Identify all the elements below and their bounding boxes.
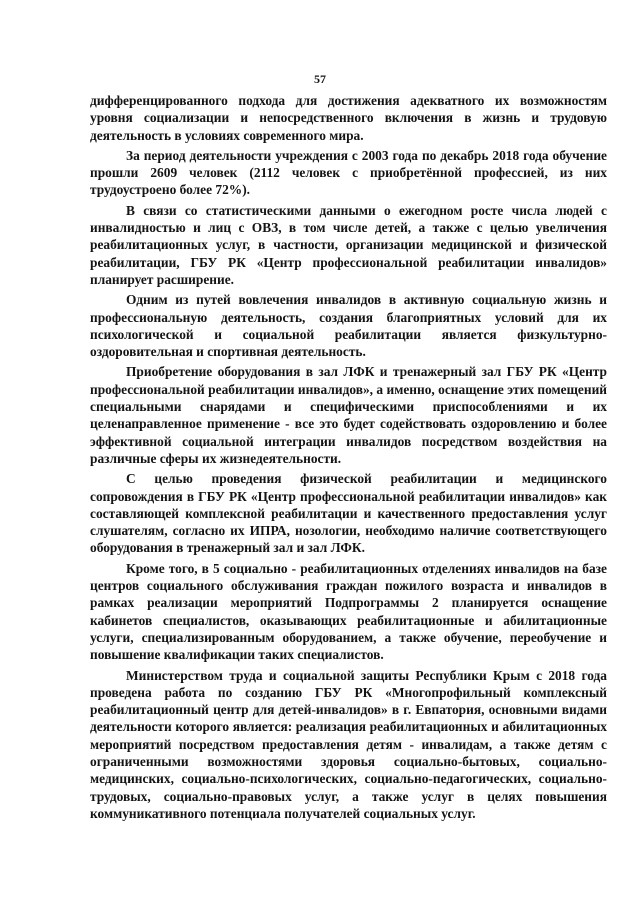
paragraph-children-center: Министерством труда и социальной защиты Республики Крым с 2018 года проведена работа по созданию ГБУ РК «Многопрофильный комплексный реабилитационный центр для детей-инвалидов» в г. Евпатория, основными видами деятельности которого является: реализация реабилитационных и абилитационных мероприятий посредством предоставления детям - инвалидам, а также детям с ограниченными возможностями здоровья социально-бытовых, социально-медицинских, социально-психологических, социально-педагогических, социально-трудовых, социально-правовых услуг, а также услуг в целях повышения коммуникативного потенциала получателей социальных услуг.: [90, 667, 607, 821]
paragraph-equipment-purchase: Приобретение оборудования в зал ЛФК и тренажерный зал ГБУ РК «Центр профессиональной реабилитации инвалидов», а именно, оснащение этих помещений специальными снарядами и специфическими приспособлениями и их целенаправленное применение - все это будет содействовать оздоровлению и более эффективной социальной интеграции инвалидов посредством воздействия на различные сферы их жизнедеятельности.: [90, 364, 607, 466]
paragraph-training-statistics: За период деятельности учреждения с 2003 года по декабрь 2018 года обучение прошли 2609 человек (2112 человек с приобретённой профессией, из них трудоустроено более 72%).: [90, 147, 607, 198]
page-number: 57: [314, 72, 326, 86]
paragraph-expansion-plans: В связи со статистическими данными о ежегодном росте числа людей с инвалидностью и лиц с ОВЗ, в том числе детей, а также с целью увеличения реабилитационных услуг, в частности, организации медицинской и физической реабилитации, ГБУ РК «Центр профессиональной реабилитации инвалидов» планирует расширение.: [90, 202, 607, 287]
body-text: [90, 92, 607, 825]
paragraph-sports-activity: Одним из путей вовлечения инвалидов в активную социальную жизнь и профессиональную деятельность, создания благоприятных условий для их психологической и социальной реабилитации является физкультурно-оздоровительная и спортивная деятельность.: [90, 292, 607, 360]
paragraph-continuation: дифференцированного подхода для достижения адекватного их возможностям уровня социализации и непосредственного включения в жизнь и трудовую деятельность в условиях современного мира.: [90, 93, 607, 143]
paragraph-physical-rehabilitation: С целью проведения физической реабилитации и медицинского сопровождения в ГБУ РК «Центр профессиональной реабилитации инвалидов» как составляющей комплексной реабилитации и качественного предоставления услуг слушателям, согласно их ИПРА, нозологии, необходимо наличие соответствующего оборудования в тренажерный зал и зал ЛФК.: [90, 471, 607, 556]
paragraph-rehab-departments: Кроме того, в 5 социально - реабилитационных отделениях инвалидов на базе центров социального обслуживания граждан пожилого возраста и инвалидов в рамках реализации мероприятий Подпрограммы 2 планируется оснащение кабинетов специалистов, оказывающих реабилитационные и абилитационные услуги, специализированным оборудованием, а также обучение, переобучение и повышение квалификации таких специалистов.: [90, 560, 607, 663]
